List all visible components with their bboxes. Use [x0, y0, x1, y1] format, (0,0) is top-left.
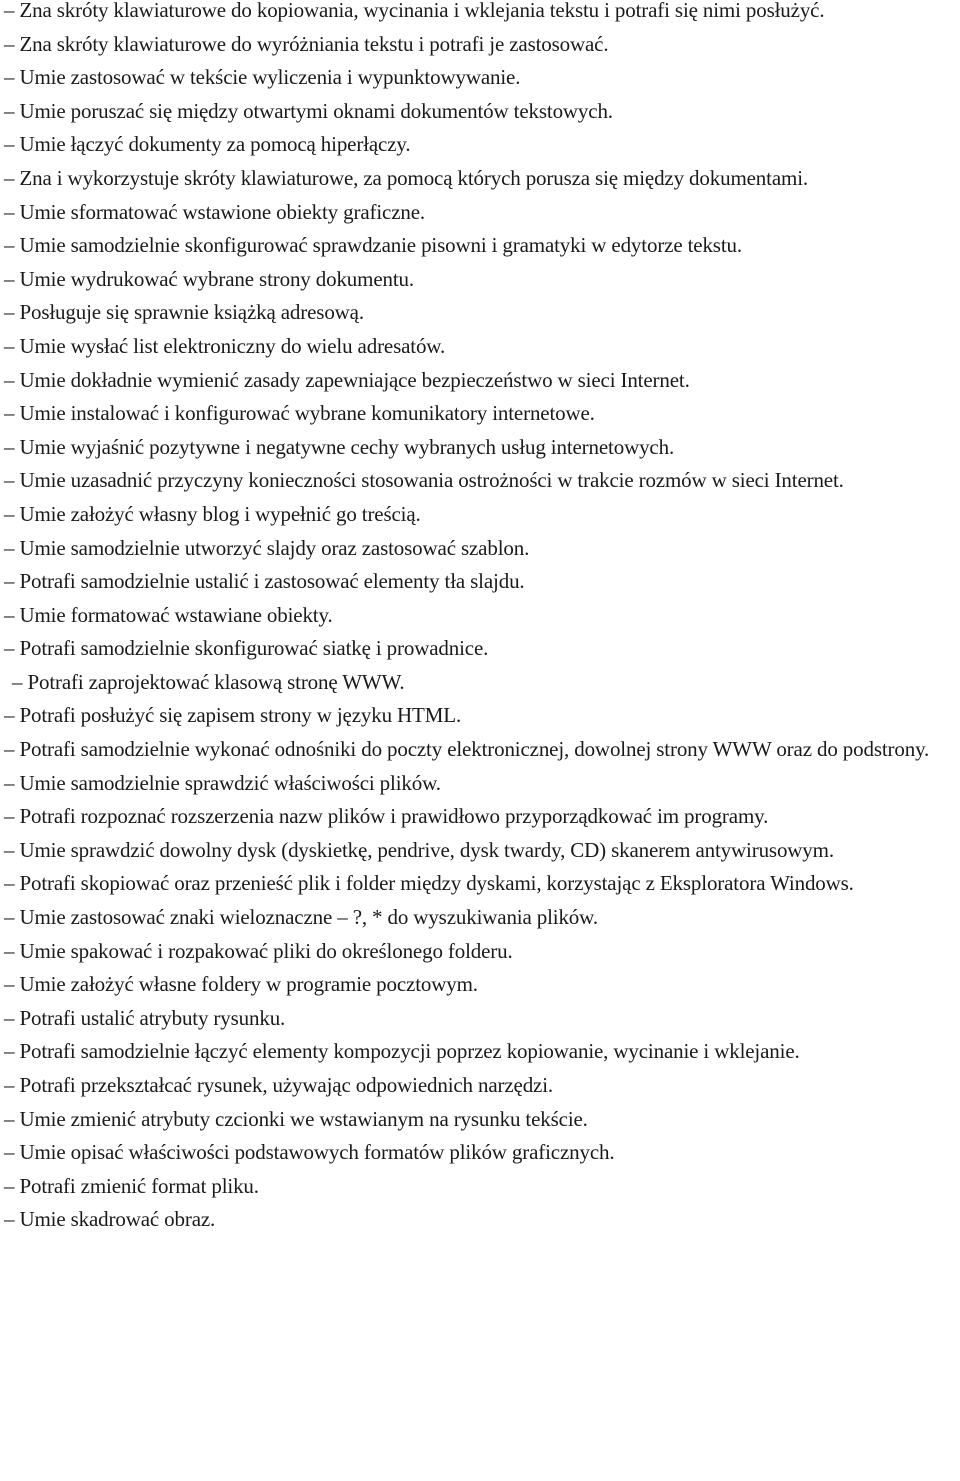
- list-item-text: Potrafi samodzielnie ustalić i zastosować elementy tła slajdu.: [19, 569, 525, 594]
- list-item-text: Umie założyć własne foldery w programie pocztowym.: [19, 972, 478, 997]
- list-item: [4, 229, 960, 263]
- list-item-text: Zna i wykorzystuje skróty klawiaturowe, za pomocą których porusza się między dokumentami.: [19, 165, 808, 190]
- bullet-dash: –: [4, 1005, 15, 1030]
- list-item-text: Umie opisać właściwości podstawowych formatów plików graficznych.: [19, 1140, 615, 1165]
- bullet-dash: –: [4, 0, 15, 22]
- list-item-text: Umie wydrukować wybrane strony dokumentu.: [19, 266, 414, 291]
- list-item: [4, 330, 960, 364]
- list-item: [4, 1002, 960, 1036]
- bullet-dash: –: [4, 905, 15, 930]
- list-item: [4, 1170, 960, 1204]
- list-item-text: Umie samodzielnie sprawdzić właściwości plików.: [19, 770, 441, 795]
- list-item-text: Umie samodzielnie skonfigurować sprawdzanie pisowni i gramatyki w edytorze tekstu.: [19, 233, 742, 258]
- bullet-dash: –: [12, 669, 23, 694]
- list-item-text: Umie poruszać się między otwartymi oknami dokumentów tekstowych.: [19, 98, 613, 123]
- list-item-text: Umie skadrować obraz.: [19, 1207, 216, 1232]
- list-item: [4, 834, 960, 868]
- bullet-dash: –: [4, 1207, 15, 1232]
- list-item: [4, 968, 960, 1002]
- list-item-text: Umie zastosować w tekście wyliczenia i wypunktowywanie.: [19, 65, 521, 90]
- list-item-text: Umie sformatować wstawione obiekty graficzne.: [19, 199, 425, 224]
- list-item: [4, 867, 960, 901]
- list-item: [4, 1035, 960, 1069]
- list-item: [4, 128, 960, 162]
- list-item-text: Umie dokładnie wymienić zasady zapewniające bezpieczeństwo w sieci Internet.: [19, 367, 690, 392]
- list-item-text: Potrafi zmienić format pliku.: [19, 1173, 259, 1198]
- bullet-dash: –: [4, 535, 15, 560]
- bullet-dash: –: [4, 199, 15, 224]
- list-item-text: Umie założyć własny blog i wypełnić go treścią.: [19, 501, 421, 526]
- bullet-dash: –: [4, 501, 15, 526]
- list-item-text: Umie uzasadnić przyczyny konieczności stosowania ostrożności w trakcie rozmów w sieci Internet.: [19, 468, 844, 493]
- list-item: [4, 263, 960, 297]
- list-item-text: Umie sprawdzić dowolny dysk (dyskietkę, pendrive, dysk twardy, CD) skanerem antywirusowym.: [19, 837, 834, 862]
- bullet-dash: –: [4, 233, 15, 258]
- list-item: [4, 364, 960, 398]
- bullet-dash: –: [4, 1073, 15, 1097]
- list-item: [4, 464, 960, 498]
- list-item-text: Zna skróty klawiaturowe do kopiowania, wycinania i wklejania tekstu i potrafi się nimi posłużyć.: [19, 0, 825, 22]
- list-item-text: Potrafi samodzielnie wykonać odnośniki do poczty elektronicznej, dowolnej strony WWW oraz do podstrony.: [19, 737, 930, 762]
- list-item: [4, 532, 960, 566]
- list-item-text: Potrafi samodzielnie skonfigurować siatkę i prowadnice.: [19, 636, 489, 661]
- bullet-dash: –: [4, 871, 15, 896]
- bullet-dash: –: [4, 770, 15, 795]
- list-item: [4, 733, 960, 767]
- list-item: [4, 0, 960, 28]
- list-item: [4, 565, 960, 599]
- list-item: [4, 901, 960, 935]
- bullet-dash: –: [4, 737, 15, 762]
- bullet-dash: –: [4, 569, 15, 594]
- list-item: [4, 699, 960, 733]
- bullet-dash: –: [4, 1106, 15, 1131]
- list-item: [4, 666, 960, 700]
- list-item-text: Zna skróty klawiaturowe do wyróżniania tekstu i potrafi je zastosować.: [19, 31, 609, 56]
- list-item-text: Umie zastosować znaki wieloznaczne – ?, * do wyszukiwania plików.: [19, 905, 598, 930]
- list-item: [4, 95, 960, 129]
- list-item-text: Umie łączyć dokumenty za pomocą hiperłączy.: [19, 132, 411, 157]
- bullet-dash: –: [4, 804, 15, 829]
- list-item: [4, 800, 960, 834]
- list-item: [4, 1136, 960, 1170]
- list-item-text: Umie instalować i konfigurować wybrane komunikatory internetowe.: [19, 401, 595, 426]
- list-item-text: Potrafi posłużyć się zapisem strony w języku HTML.: [19, 703, 462, 728]
- bullet-dash: –: [4, 703, 15, 728]
- list-item: [4, 632, 960, 666]
- list-item-text: Umie samodzielnie utworzyć slajdy oraz zastosować szablon.: [19, 535, 530, 560]
- list-item-text: Posługuje się sprawnie książką adresową.: [19, 300, 364, 325]
- list-item-text: Umie wysłać list elektroniczny do wielu adresatów.: [19, 333, 446, 358]
- list-item: [4, 599, 960, 633]
- list-item-text: Umie zmienić atrybuty czcionki we wstawianym na rysunku tekście.: [19, 1106, 588, 1131]
- bullet-dash: –: [4, 401, 15, 426]
- bullet-dash: –: [4, 1173, 15, 1198]
- bullet-dash: –: [4, 837, 15, 862]
- bullet-dash: –: [4, 434, 15, 459]
- list-item: [4, 935, 960, 969]
- list-item-text: Umie formatować wstawiane obiekty.: [19, 602, 333, 627]
- list-item: [4, 431, 960, 465]
- bullet-dash: –: [4, 468, 15, 493]
- list-item-text: Umie spakować i rozpakować pliki do określonego folderu.: [19, 938, 513, 963]
- bullet-dash: –: [4, 938, 15, 963]
- list-item-text: Potrafi rozpoznać rozszerzenia nazw plików i prawidłowo przyporządkować im programy.: [19, 804, 769, 829]
- bullet-dash: –: [4, 636, 15, 661]
- list-item-text: Potrafi przekształcać rysunek, używając odpowiednich narzędzi.: [19, 1073, 554, 1097]
- list-item-text: Potrafi skopiować oraz przenieść plik i folder między dyskami, korzystając z Eksploratora Windows.: [19, 871, 854, 896]
- skills-list: [4, 0, 960, 1237]
- list-item: [4, 498, 960, 532]
- bullet-dash: –: [4, 1140, 15, 1165]
- bullet-dash: –: [4, 98, 15, 123]
- list-item-text: Potrafi ustalić atrybuty rysunku.: [19, 1005, 286, 1030]
- bullet-dash: –: [4, 972, 15, 997]
- bullet-dash: –: [4, 31, 15, 56]
- bullet-dash: –: [4, 300, 15, 325]
- list-item: [4, 1203, 960, 1237]
- list-item: [4, 1069, 960, 1103]
- bullet-dash: –: [4, 132, 15, 157]
- bullet-dash: –: [4, 367, 15, 392]
- bullet-dash: –: [4, 165, 15, 190]
- list-item: [4, 767, 960, 801]
- bullet-dash: –: [4, 65, 15, 90]
- list-item: [4, 196, 960, 230]
- bullet-dash: –: [4, 1039, 15, 1064]
- list-item: [4, 397, 960, 431]
- list-item: [4, 296, 960, 330]
- list-item: [4, 1103, 960, 1137]
- list-item-text: Potrafi zaprojektować klasową stronę WWW.: [27, 669, 405, 694]
- list-item-text: Umie wyjaśnić pozytywne i negatywne cechy wybranych usług internetowych.: [19, 434, 675, 459]
- list-item: [4, 61, 960, 95]
- bullet-dash: –: [4, 333, 15, 358]
- list-item-text: Potrafi samodzielnie łączyć elementy kompozycji poprzez kopiowanie, wycinanie i wklejanie.: [19, 1039, 800, 1064]
- bullet-dash: –: [4, 602, 15, 627]
- list-item: [4, 28, 960, 62]
- bullet-dash: –: [4, 266, 15, 291]
- list-item: [4, 162, 960, 196]
